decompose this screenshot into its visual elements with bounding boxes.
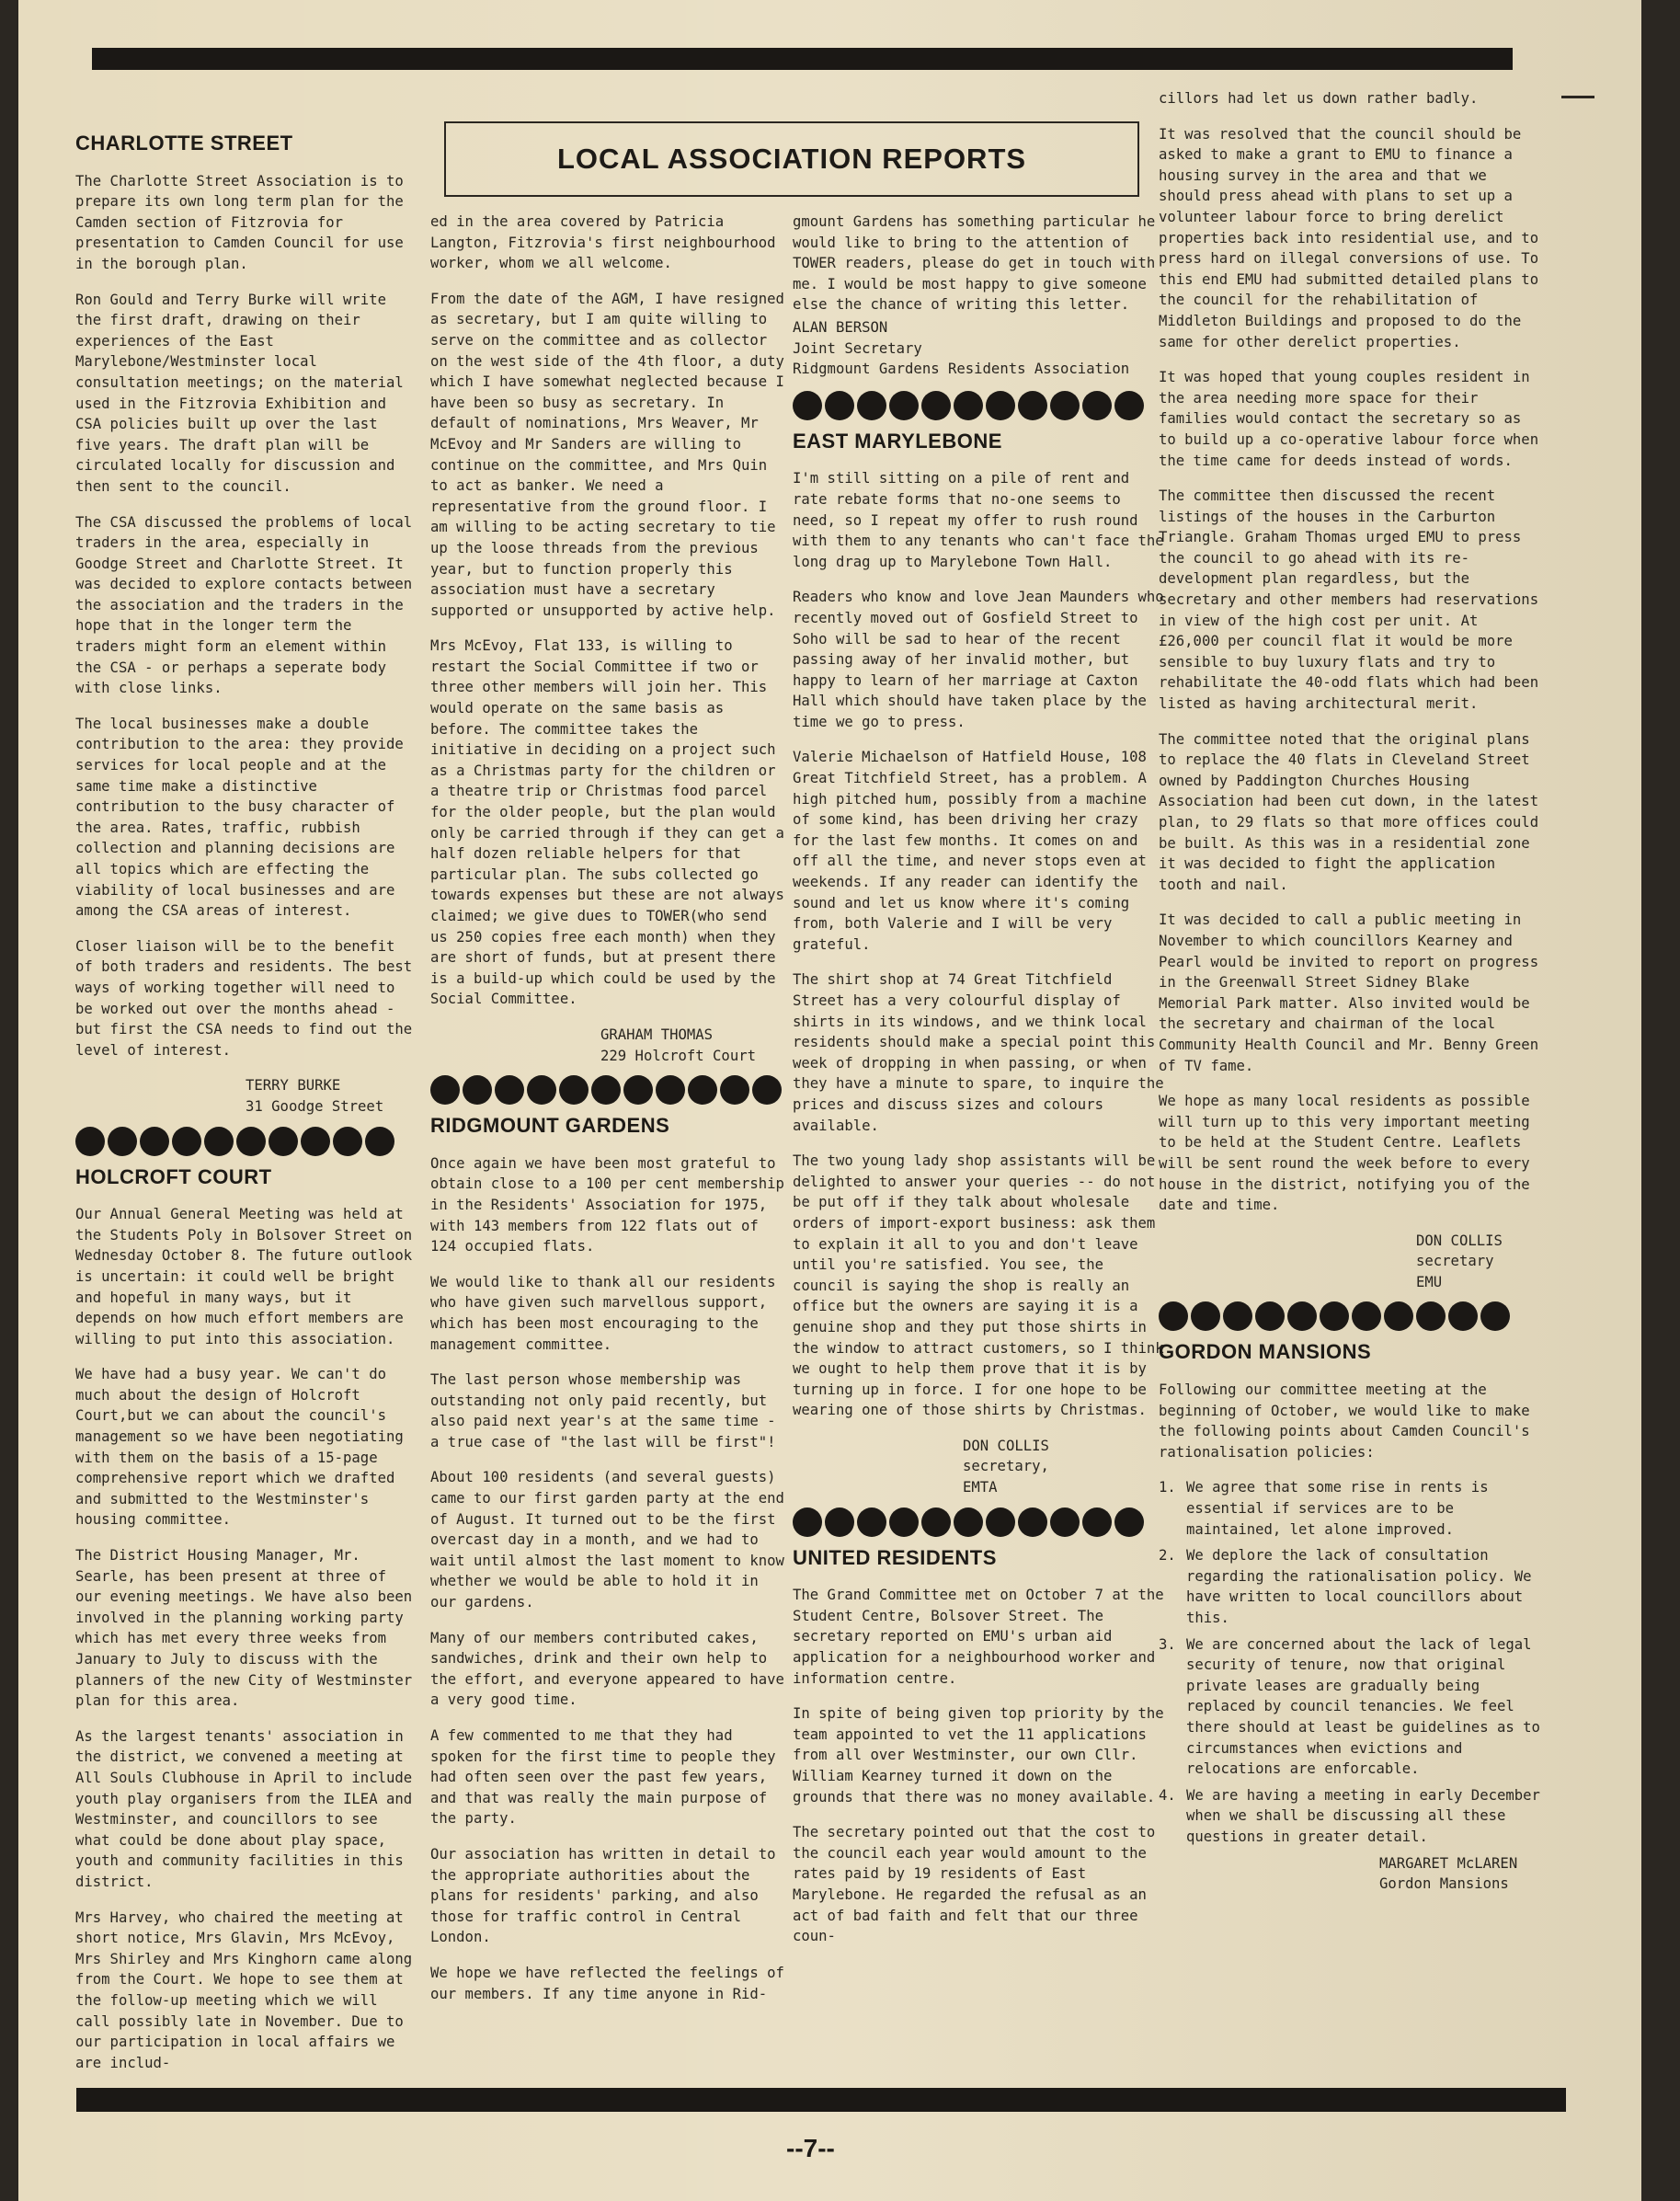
- paragraph: Readers who know and love Jean Maunders who recently moved out of Gosfield Street to Soho will be sad to hear of the recent passing away of her invalid mother, but happy to learn of her marriage at Caxton Hall which should have taken place by the time we go to press.: [793, 589, 1164, 730]
- signature-title: secretary: [1416, 1253, 1494, 1270]
- margin-mark: [1561, 96, 1594, 98]
- paragraph: About 100 residents (and several guests) came to our first garden party at the end of August. It turned out to be the first overcast day in a month, and we had to wait until almost the last moment to know whether we would be able to hold it in our gardens.: [430, 1469, 784, 1611]
- column-1: [75, 133, 417, 2088]
- paragraph: The secretary pointed out that the cost to the council each year would amount to the rates paid by 19 residents of East Marylebone. He regarded the refusal as an act of bad faith and felt that our three coun-: [793, 1824, 1156, 1945]
- paragraph: The CSA discussed the problems of local traders in the area, especially in Goodge Street and Charlotte Street. It was decided to explore contacts between the association and the traders in the hope that in the longer term the traders might form an element within the CSA - or perhaps a seperate body with close links.: [75, 513, 413, 697]
- headline-gordon-mansions: GORDON MANSIONS: [1159, 1340, 1372, 1364]
- points-list: [1159, 1477, 1547, 1847]
- paragraph: Once again we have been most grateful to obtain close to a 100 per cent membership in the Residents' Association for 1975, with 143 members from 122 flats out of 124 occupied flats.: [430, 1154, 784, 1255]
- signature: [430, 1025, 789, 1066]
- signature-name: MARGARET McLAREN: [1379, 1854, 1518, 1872]
- paragraph: A few commented to me that they had spoken for the first time to people they had often seen over the past few years, and that was really the main purpose of the party.: [430, 1727, 776, 1828]
- article-ridgmount-gardens: [430, 1116, 789, 2004]
- article-united-continued: [1159, 88, 1547, 1292]
- paragraph: It was resolved that the council should be asked to make a grant to EMU to finance a housing survey in the area and that we should press ahead with plans to set up a volunteer labour force to bring derelict properties back into residential use, and to press hard on illegal conversions of use. To this end EMU had submitted detailed plans to the council for the rehabilitation of Middleton Buildings and proposed to do the same for other derelict properties.: [1159, 125, 1539, 350]
- paragraph: As the largest tenants' association in the district, we convened a meeting at All Souls Clubhouse in April to include youth play organisers from the ILEA and Westminster, and councillors to see what could be done about play space, youth and community facilities in this district.: [75, 1727, 413, 1890]
- signature: [1159, 1853, 1547, 1895]
- article-east-marylebone: [793, 431, 1165, 1498]
- signature-name: GRAHAM THOMAS: [600, 1026, 714, 1043]
- headline-united-residents: UNITED RESIDENTS: [793, 1545, 997, 1569]
- signature-organisation: EMTA: [963, 1479, 998, 1496]
- signature-organisation: EMU: [1416, 1273, 1443, 1290]
- article-united-residents: [793, 1545, 1165, 1947]
- signature-name: DON COLLIS: [1416, 1232, 1503, 1249]
- article-gordon-mansions: [1159, 1342, 1547, 1894]
- paragraph: It was hoped that young couples resident in the area needing more space for their families would contact the secretary so as to build up a co-operative labour force when the time came for deeds instead of words.: [1159, 369, 1539, 469]
- signature: [1159, 1231, 1547, 1293]
- paragraph: Following our committee meeting at the beginning of October, we would like to make the following points about Camden Council's rationalisation policies:: [1159, 1381, 1530, 1461]
- paragraph: Ron Gould and Terry Burke will write the first draft, drawing on their experiences of the East Marylebone/Westminster local consultation meetings; on the material used in the Fitzrovia Exhibition and CSA policies built up over the last five years. The draft plan will be circulated locally for discussion and then sent to the council.: [75, 291, 404, 495]
- column-4: [1159, 88, 1547, 1904]
- signature-name: ALAN BERSON: [793, 318, 888, 336]
- paragraph: We hope as many local residents as possible will turn up to this very important meeting to be held at the Student Centre. Leaflets will be sent round the week before to every house in the district, notifying you of the date and time.: [1159, 1093, 1530, 1214]
- article-charlotte-street: [75, 133, 417, 1118]
- dot-divider: [793, 1507, 1165, 1537]
- paragraph: Mrs McEvoy, Flat 133, is willing to restart the Social Committee if two or three other members will join her. This would operate on the same basis as before. The committee takes the initiative in deciding on a project such as a Christmas party for the children or a theatre trip or Christmas food parcel for the older people, but the plan would only be carried through if they can get a half dozen reliable helpers for that particular plan. The subs collected go towards expenses but these are not always claimed; we give dues to TOWER(who send us 250 copies free each month) when they are short of funds, but at present there is a build-up which could be used by the Social Committee.: [430, 637, 784, 1008]
- signature-title: secretary,: [963, 1458, 1049, 1475]
- headline-charlotte-street: CHARLOTTE STREET: [75, 132, 293, 155]
- signature-address: 31 Goodge Street: [246, 1097, 384, 1115]
- article-holcroft-continued: [430, 212, 789, 1066]
- paragraph: It was decided to call a public meeting in November to which councillors Kearney and Pearl would be invited to report on progress in the Greenwall Street Sidney Blake Memorial Park matter. Also invited would be the secretary and chairman of the local Community Health Council and Mr. Benny Green of TV fame.: [1159, 911, 1539, 1074]
- headline-holcroft-court: HOLCROFT COURT: [75, 1164, 272, 1188]
- paragraph: Valerie Michaelson of Hatfield House, 108 Great Titchfield Street, has a problem. A high pitched hum, possibly from a machine of some kind, has been driving her crazy for the last few months. It comes on and off all the time, and never stops even at weekends. If any reader can identify the sound and let us know where it's coming from, both Valerie and I will be very grateful.: [793, 749, 1147, 953]
- signature-address: 229 Holcroft Court: [600, 1047, 756, 1064]
- paragraph: Mrs Harvey, who chaired the meeting at short notice, Mrs Glavin, Mrs McEvoy, Mrs Shirley and Mrs Kinghorn came along from the Court. We hope to see them at the follow-up meeting which we will call possibly late in November. Due to our participation in local affairs we are includ-: [75, 1909, 413, 2071]
- dot-divider: [1159, 1301, 1547, 1331]
- column-2: [430, 212, 789, 2019]
- title-box: [444, 121, 1139, 197]
- signature-name: TERRY BURKE: [246, 1077, 341, 1095]
- paragraph: The committee noted that the original plans to replace the 40 flats in Cleveland Street owned by Paddington Churches Housing Association had been cut down, in the latest plan, to 29 flats so that more offices could be built. As this was in a residential zone it was decided to fight the application tooth and nail.: [1159, 730, 1539, 893]
- signature: [793, 317, 1165, 380]
- paragraph: We have had a busy year. We can't do much about the design of Holcroft Court,but we can about the council's management so we have been negotiating with them on the basis of a 15-page comprehensive report which we drafted and submitted to the Westminster's housing committee.: [75, 1366, 404, 1529]
- paragraph: Closer liaison will be to the benefit of both traders and residents. The best ways of working together will need to be worked out over the months ahead - but first the CSA needs to find out the level of interest.: [75, 937, 413, 1059]
- list-item: 1. We agree that some rise in rents is essential if services are to be maintained, let alone improved.: [1159, 1479, 1489, 1538]
- signature-organisation: Ridgmount Gardens Residents Association: [793, 361, 1130, 378]
- paragraph: From the date of the AGM, I have resigned as secretary, but I am quite willing to serve on the committee and as collector on the west side of the 4th floor, a duty which I have somewhat neglected because I have been so busy as secretary. In default of nominations, Mrs Weaver, Mr McEvoy and Mr Sanders are willing to continue on the committee, and Mrs Quin to act as banker. We need a representative from the ground floor. I am willing to be acting secretary to tie up the loose threads from the previous year, but to function properly this association must have a secretary supported or unsupported by active help.: [430, 290, 784, 619]
- paragraph: In spite of being given top priority by the team appointed to vet the 11 applications from all over Westminster, our own Cllr. William Kearney turned it down on the grounds that there was no money available.: [793, 1705, 1164, 1806]
- bottom-rule: [76, 2088, 1566, 2112]
- article-holcroft-court: [75, 1164, 417, 2074]
- article-ridgmount-continued: [793, 212, 1165, 380]
- signature-name: DON COLLIS: [963, 1437, 1049, 1454]
- headline-east-marylebone: EAST MARYLEBONE: [793, 429, 1002, 453]
- page-number: --7--: [786, 2134, 835, 2162]
- paragraph: cillors had let us down rather badly.: [1159, 90, 1479, 107]
- paragraph: We would like to thank all our residents who have given such marvellous support, which has been most encouraging to the management committee.: [430, 1273, 776, 1353]
- paragraph: The last person whose membership was outstanding not only paid recently, but also paid next year's at the same time - a true case of "the last will be first"!: [430, 1371, 776, 1450]
- newspaper-page: [18, 0, 1641, 2201]
- paragraph: The Charlotte Street Association is to prepare its own long term plan for the Camden section of Fitzrovia for presentation to Camden Council for use in the borough plan.: [75, 172, 404, 272]
- paragraph: The shirt shop at 74 Great Titchfield Street has a very colourful display of shirts in its windows, and we think local residents should make a special point this week of dropping in when passing, or when they have a minute to spare, to inquire the prices and discuss sizes and colours available.: [793, 971, 1164, 1134]
- paragraph: Our Annual General Meeting was held at the Students Poly in Bolsover Street on Wednesday October 8. The future outlook is uncertain: it could well be bright and hopeful in many ways, but it depends on how much effort members are willing to put into this association.: [75, 1206, 413, 1347]
- list-item: 4. We are having a meeting in early December when we shall be discussing all these questions in greater detail.: [1159, 1786, 1540, 1845]
- paragraph: We hope we have reflected the feelings of our members. If any time anyone in Rid-: [430, 1964, 784, 2002]
- list-item: 2. We deplore the lack of consultation regarding the rationalisation policy. We have written to local councillors about this.: [1159, 1547, 1532, 1626]
- paragraph: The committee then discussed the recent listings of the houses in the Carburton Triangle. Graham Thomas urged EMU to press the council to go ahead with its re-development plan regardless, but the secretary and other members had reservations in view of the high cost per unit. At £26,000 per council flat it would be more sensible to buy luxury flats and try to rehabilitate the 40-odd flats which had been listed as having architectural merit.: [1159, 487, 1539, 713]
- paragraph: ed in the area covered by Patricia Langton, Fitzrovia's first neighbourhood worker, whom we all welcome.: [430, 213, 776, 272]
- paragraph: The local businesses make a double contribution to the area: they provide services for local people and at the same time make a distinctive contribution to the busy character of the area. Rates, traffic, rubbish collection and planning decisions are all topics which are effecting the viability of local businesses and are among the CSA areas of interest.: [75, 715, 404, 920]
- paragraph: The Grand Committee met on October 7 at the Student Centre, Bolsover Street. The secretary reported on EMU's urban aid application for a neighbourhood worker and information centre.: [793, 1587, 1164, 1687]
- signature: [793, 1436, 1165, 1498]
- page-title: LOCAL ASSOCIATION REPORTS: [556, 143, 1027, 175]
- paragraph: gmount Gardens has something particular he would like to bring to the attention of TOWER readers, please do get in touch with me. I would be most happy to give someone else the chance of writing this letter.: [793, 213, 1156, 314]
- top-rule: [92, 48, 1513, 70]
- column-3: [793, 212, 1165, 1962]
- dot-divider: [793, 391, 1165, 420]
- list-item: 3. We are concerned about the lack of legal security of tenure, now that original private leases are gradually being replaced by council tenancies. We feel there should at least be guidelines as to circumstances when evictions and relocations are enforcable.: [1159, 1635, 1540, 1778]
- paragraph: Many of our members contributed cakes, sandwiches, drink and their own help to the effort, and everyone appeared to have a very good time.: [430, 1629, 784, 1709]
- signature-title: Joint Secretary: [793, 339, 922, 357]
- headline-ridgmount-gardens: RIDGMOUNT GARDENS: [430, 1114, 670, 1138]
- paragraph: I'm still sitting on a pile of rent and rate rebate forms that no-one seems to need, so I repeat my offer to rush round with them to any tenants who can't face the long drag up to Marylebone Town Hall.: [793, 470, 1164, 570]
- signature: [75, 1075, 417, 1117]
- paragraph: The two young lady shop assistants will be delighted to answer your queries -- do not be put off if they talk about wholesale orders of import-export business: ask them to explain it all to you and don't leave until you're satisfied. You see, the council is saying the shop is really an office but the owners are saying it is a genuine shop and they put those shirts in the window to attract customers, so I think we ought to help them prove that it is by turning up in force. I for one hope to be wearing one of those shirts by Christmas.: [793, 1152, 1164, 1419]
- signature-organisation: Gordon Mansions: [1379, 1875, 1509, 1893]
- dot-divider: [430, 1075, 789, 1105]
- paragraph: Our association has written in detail to the appropriate authorities about the plans for residents' parking, and also those for traffic control in Central London.: [430, 1845, 776, 1946]
- dot-divider: [75, 1127, 417, 1156]
- paragraph: The District Housing Manager, Mr. Searle, has been present at three of our evening meetings. We have also been involved in the planning working party which has met every three weeks from January to July to discuss with the planners of the new City of Westminster plan for this area.: [75, 1547, 413, 1710]
